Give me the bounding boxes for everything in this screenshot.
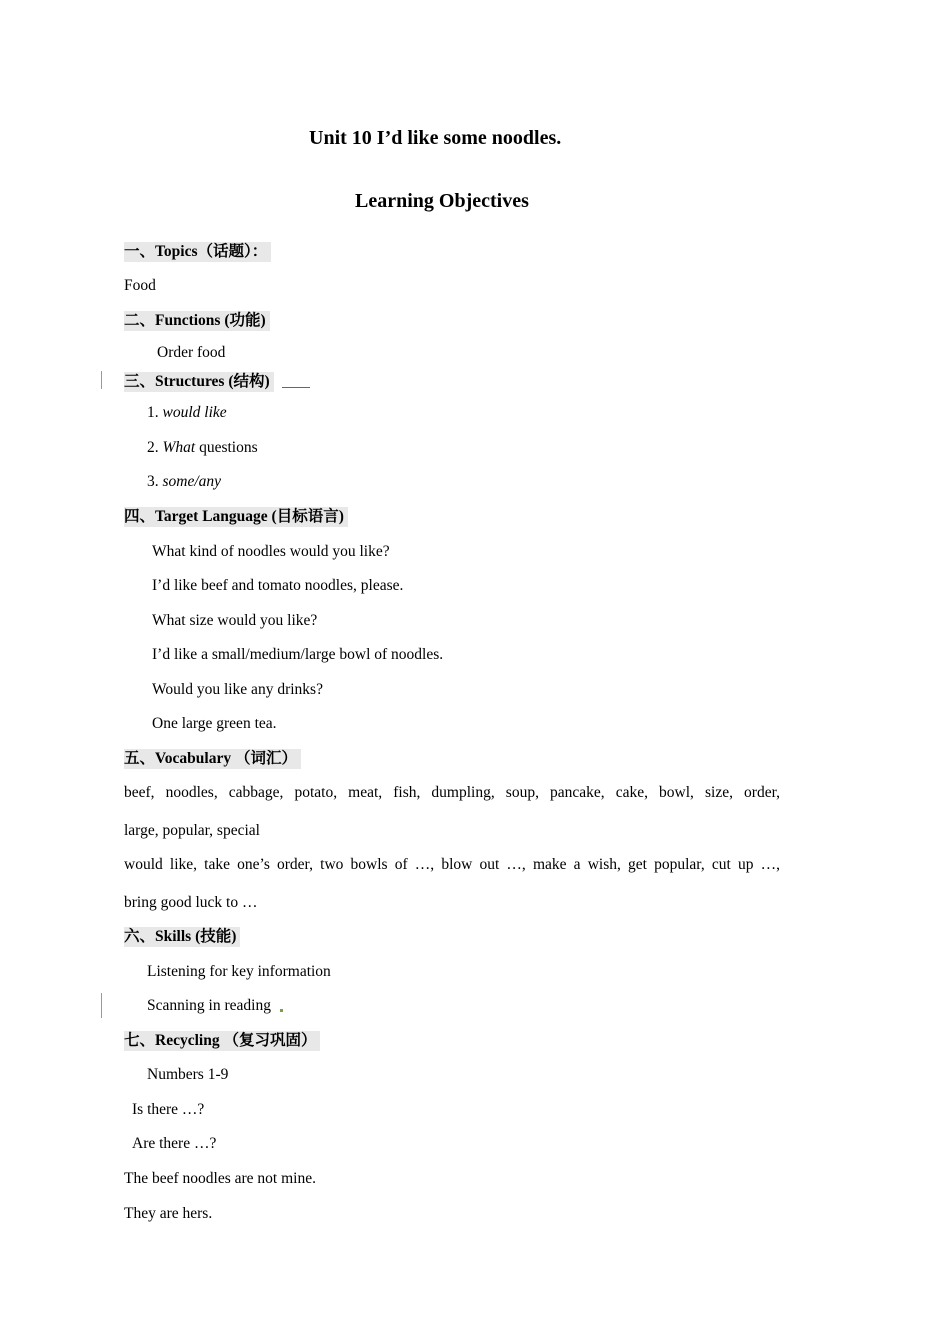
document-title: Unit 10 I’d like some noodles. (309, 127, 562, 149)
target-language-item: What kind of noodles would you like? (152, 543, 390, 560)
target-language-item: I’d like a small/medium/large bowl of noodles. (152, 646, 444, 663)
topics-item: Food (124, 277, 156, 294)
skills-item: Listening for key information (147, 963, 331, 980)
vocabulary-line: beef, noodles, cabbage, potato, meat, fish, dumpling, soup, pancake, cake, bowl, size, order, (124, 784, 780, 801)
vocabulary-line: large, popular, special (124, 822, 260, 839)
section-heading-recycling: 七、Recycling （复习巩固） (124, 1031, 320, 1051)
section-heading-vocabulary: 五、Vocabulary （词汇） (124, 749, 301, 769)
skills-item: Scanning in reading (147, 997, 271, 1014)
structure-italic: What (162, 439, 196, 456)
structure-italic: some/any (162, 473, 222, 490)
target-language-item: What size would you like? (152, 612, 318, 629)
section-heading-topics: 一、Topics（话题）： (124, 242, 271, 262)
structure-rest: questions (195, 439, 258, 456)
structure-number: 1. (147, 404, 163, 421)
document-subtitle: Learning Objectives (355, 190, 529, 212)
margin-mark (101, 993, 102, 1018)
vocabulary-line: bring good luck to … (124, 894, 258, 911)
structure-number: 2. (147, 439, 163, 456)
section-heading-functions: 二、Functions (功能) (124, 311, 270, 331)
structure-italic: would like (162, 404, 227, 421)
section-heading-target-language: 四、Target Language (目标语言) (124, 507, 348, 527)
margin-mark (101, 371, 102, 389)
target-language-item: Would you like any drinks? (152, 681, 323, 698)
recycling-item: The beef noodles are not mine. (124, 1170, 316, 1187)
section-heading-skills: 六、Skills (技能) (124, 927, 240, 947)
comment-marker (282, 382, 310, 388)
recycling-item: Numbers 1-9 (147, 1066, 229, 1083)
recycling-item: Is there …? (132, 1101, 205, 1118)
section-heading-structures: 三、Structures (结构) (124, 372, 274, 392)
structure-number: 3. (147, 473, 163, 490)
functions-item: Order food (157, 344, 226, 361)
target-language-item: One large green tea. (152, 715, 277, 732)
structure-item (147, 438, 258, 458)
structure-item (147, 403, 227, 423)
structure-item (147, 472, 221, 492)
recycling-item: They are hers. (124, 1205, 213, 1222)
vocabulary-line: would like, take one’s order, two bowls of …, blow out …, make a wish, get popular, cut up …, (124, 856, 780, 873)
recycling-item: Are there …? (132, 1135, 217, 1152)
target-language-item: I’d like beef and tomato noodles, please. (152, 577, 404, 594)
edit-marker (280, 1009, 283, 1012)
